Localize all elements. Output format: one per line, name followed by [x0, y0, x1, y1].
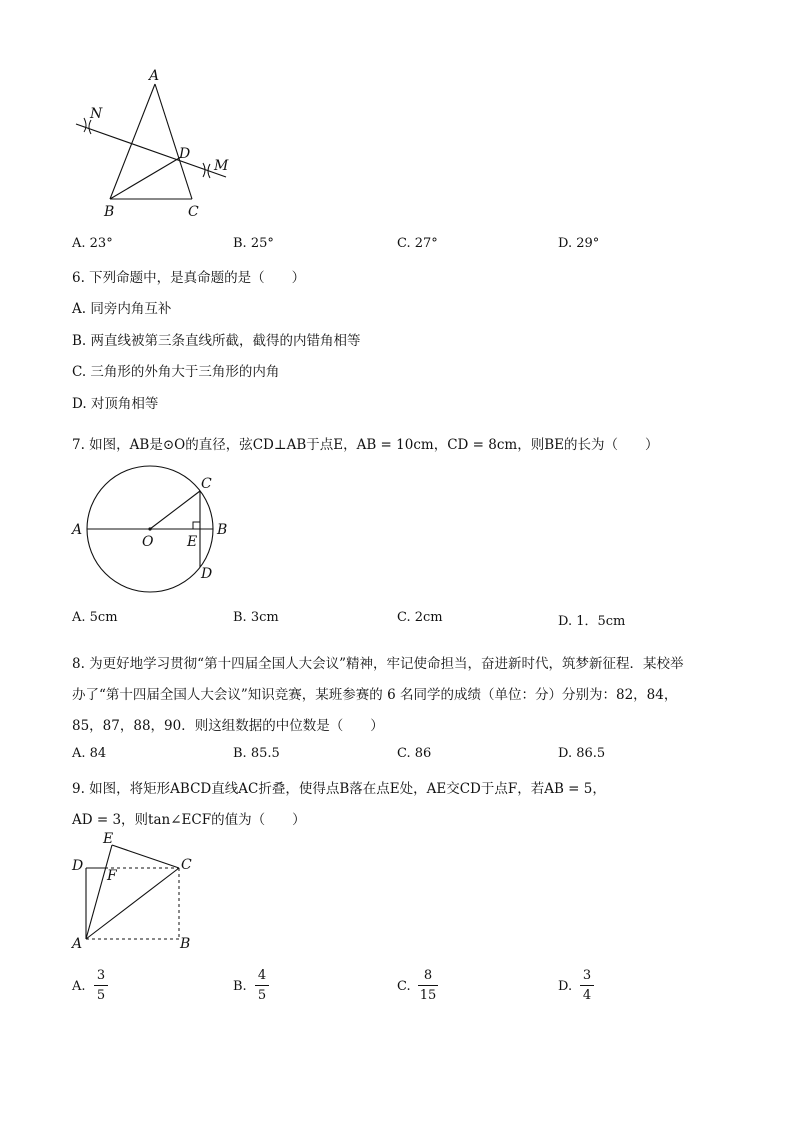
q7-figure — [66, 462, 236, 597]
fraction-denominator: 5 — [257, 988, 267, 1003]
fraction-bar — [255, 985, 269, 986]
q5-figure — [60, 60, 250, 225]
q5-label-m: M — [214, 158, 229, 174]
q7-label-c: C — [201, 476, 212, 492]
q9-option-d-fraction — [580, 969, 594, 1002]
fraction-denominator: 5 — [96, 988, 106, 1003]
q9-option-c-fraction — [418, 969, 438, 1002]
fraction-bar — [580, 985, 594, 986]
fraction-bar — [94, 985, 108, 986]
q9-option-a-fraction — [94, 969, 108, 1002]
q5-option-d: D. 29° — [558, 236, 600, 251]
q9-label-b: B — [180, 936, 191, 952]
q9-label-c: C — [181, 857, 192, 873]
q8-option-d: D. 86.5 — [558, 746, 606, 761]
q6-stem: 6. 下列命题中，是真命题的是（ ） — [72, 270, 306, 286]
q7-option-c: C. 2cm — [397, 610, 443, 625]
q6-option-c: C. 三角形的外角大于三角形的内角 — [72, 364, 280, 380]
q7-label-o: O — [142, 534, 154, 550]
fraction-numerator: 3 — [582, 968, 592, 983]
q9-figure — [66, 826, 206, 952]
q9-label-d: D — [72, 858, 84, 874]
q9-stem-line-2: AD = 3，则tan∠ECF的值为（ ） — [72, 812, 306, 828]
q9-stem-line-1: 9. 如图，将矩形ABCD直线AC折叠，使得点B落在点E处，AE交CD于点F，若AB = 5， — [72, 781, 606, 797]
q7-label-e: E — [187, 534, 198, 550]
fraction-denominator: 4 — [582, 988, 592, 1003]
fraction-numerator: 3 — [96, 968, 106, 983]
q9-label-f: F — [107, 868, 117, 884]
q9-option-b-fraction — [255, 969, 269, 1002]
q5-label-d: D — [179, 146, 191, 162]
q9-label-a: A — [72, 936, 83, 952]
q9-option-c-letter: C. — [397, 979, 411, 994]
q8-stem-line-3: 85，87，88，90．则这组数据的中位数是（ ） — [72, 718, 384, 734]
q8-option-a: A. 84 — [72, 746, 107, 761]
q7-option-a: A. 5cm — [72, 610, 118, 625]
fraction-numerator: 4 — [257, 968, 267, 983]
q7-stem: 7. 如图，AB是⊙O的直径，弦CD⊥AB于点E，AB = 10cm，CD = 8cm，则BE的长为（ ） — [72, 437, 659, 453]
q7-label-d: D — [201, 566, 213, 582]
q9-label-e: E — [103, 831, 114, 847]
q9-option-d-letter: D. — [558, 979, 573, 994]
q8-option-b: B. 85.5 — [233, 746, 280, 761]
q6-option-a: A. 同旁内角互补 — [72, 301, 172, 317]
q6-option-d: D. 对顶角相等 — [72, 396, 159, 412]
q5-option-c: C. 27° — [397, 236, 438, 251]
fraction-numerator: 8 — [423, 968, 433, 983]
q5-label-a: A — [149, 68, 160, 84]
q9-option-b-letter: B. — [233, 979, 247, 994]
q8-stem-line-1: 8. 为更好地学习贯彻“第十四届全国人大会议”精神，牢记使命担当，奋进新时代，筑梦新征程．某校举 — [72, 656, 684, 672]
q7-label-a: A — [72, 522, 83, 538]
fraction-bar — [418, 985, 438, 986]
q5-label-c: C — [188, 204, 199, 220]
q5-option-a: A. 23° — [72, 236, 113, 251]
q8-stem-line-2: 办了“第十四届全国人大会议”知识竞赛，某班参赛的 6 名同学的成绩（单位：分）分别为：82，84， — [72, 687, 678, 703]
fraction-denominator: 15 — [419, 988, 437, 1003]
q5-option-b: B. 25° — [233, 236, 274, 251]
q5-label-n: N — [90, 106, 103, 122]
q9-option-a-letter: A. — [72, 979, 86, 994]
q7-option-b: B. 3cm — [233, 610, 279, 625]
q7-option-d: D. 1．5cm — [558, 614, 626, 629]
q5-label-b: B — [104, 204, 115, 220]
q8-option-c: C. 86 — [397, 746, 432, 761]
q6-option-b: B. 两直线被第三条直线所截，截得的内错角相等 — [72, 333, 361, 349]
q7-label-b: B — [217, 522, 228, 538]
